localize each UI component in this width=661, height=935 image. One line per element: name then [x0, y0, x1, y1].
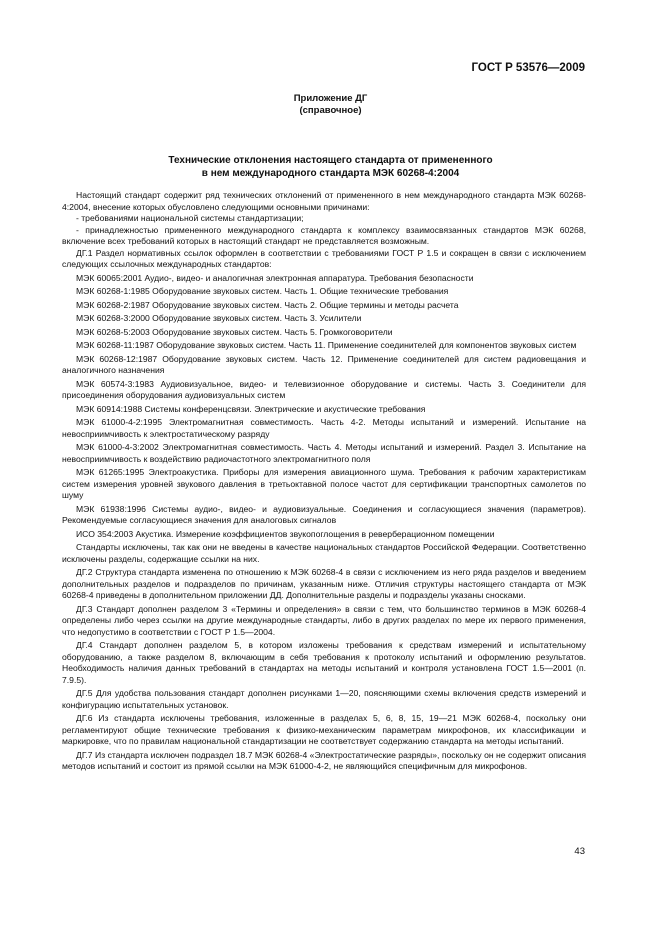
- paragraph-dg1: ДГ.1 Раздел нормативных ссылок оформлен в соответствии с требованиями ГОСТ Р 1.5 и сокращен в связи с исключением следующих ссылочных международных стандартов:: [62, 247, 586, 269]
- reference-item: МЭК 61938:1996 Системы аудио-, видео- и аудиовизуальные. Соединения и согласующиеся значения (параметров). Рекомендуемые согласующиеся значения для аналоговых сигналов: [62, 503, 586, 525]
- section-title-line-2: в нем международного стандарта МЭК 60268-4:2004: [201, 167, 460, 179]
- document-body: [62, 190, 586, 773]
- reference-item: МЭК 61000-4-3:2002 Электромагнитная совместимость. Часть 4. Методы испытаний и измерений. Раздел 3. Испытание на невосприимчивость к воздействию радиочастотного электромагнитного поля: [62, 442, 586, 464]
- reference-item: МЭК 60065:2001 Аудио-, видео- и аналогичная электронная аппаратура. Требования безопасности: [76, 272, 474, 283]
- section-title: [60, 155, 601, 180]
- paragraph-intro: Настоящий стандарт содержит ряд технических отклонений от примененного в нем международного стандарта МЭК 60268-4:2004, внесение которых обусловлено следующими основными причинами:: [62, 190, 586, 212]
- reference-item: МЭК 60268-1:1985 Оборудование звуковых систем. Часть 1. Общие технические требования: [76, 286, 449, 296]
- paragraph-reason-2: - принадлежностью примененного международного стандарта к комплексу взаимосвязанных стандартов МЭК 60268, включение всех требований которых в настоящий стандарт не представляется возможным.: [62, 224, 586, 246]
- appendix-title: Приложение ДГ: [293, 93, 368, 104]
- paragraph-exclusion-note: Стандарты исключены, так как они не введены в качестве национальных стандартов Российской Федерации. Соответственно исключены разделы, содержащие ссылки на них.: [62, 542, 586, 564]
- paragraph-dg4: ДГ.4 Стандарт дополнен разделом 5, в котором изложены требования к средствам измерений и испытательному оборудованию, а также разделом 8, включающим в себя требования к протоколу испытаний и оформлению результатов. Необходимость наличия данных требований в стандартах на методы испытаний и контроля установлена ГОСТ 1.5—2001 (п. 7.9.5).: [62, 640, 586, 685]
- appendix-heading: [0, 93, 661, 117]
- paragraph-dg3: ДГ.3 Стандарт дополнен разделом 3 «Термины и определения» в связи с тем, что большинство терминов в МЭК 60268-4 определены либо через ссылки на другие международные стандарты, либо в других разделах по мере их первого применения, что недопустимо в соответствии с ГОСТ Р 1.5—2004.: [62, 603, 586, 637]
- appendix-subtitle: (справочное): [299, 105, 362, 116]
- reference-item: МЭК 60574-3:1983 Аудиовизуальное, видео- и телевизионное оборудование и системы. Часть 3. Соединители для присоединения оборудования аудиовизуальных систем: [62, 378, 586, 400]
- section-title-line-1: Технические отклонения настоящего стандарта от примененного: [168, 155, 493, 166]
- reference-item: МЭК 60268-11:1987 Оборудование звуковых систем. Часть 11. Применение соединителей для компонентов звуковых систем: [76, 340, 577, 350]
- paragraph-dg2: ДГ.2 Структура стандарта изменена по отношению к МЭК 60268-4 в связи с исключением из него ряда разделов и введением дополнительных разделов и подразделов по причинам, указанным ниже. Отличия структуры настоящего стандарта от МЭК 60268-4 приведены в дополнительном приложении ДД. Дополнительные разделы и подразделы указаны сносками.: [62, 567, 586, 600]
- standard-number: ГОСТ Р 53576—2009: [471, 62, 585, 74]
- reference-item: МЭК 60914:1988 Системы конференцсвязи. Электрические и акустические требования: [76, 403, 426, 414]
- reference-item: МЭК 61265:1995 Электроакустика. Приборы для измерения авиационного шума. Требования к рабочим характеристикам систем измерения уровней звукового давления в третьоктавной полосе частот для сертификации транспортных самолетов по шуму: [62, 467, 586, 500]
- reference-item: МЭК 60268-5:2003 Оборудование звуковых систем. Часть 5. Громкоговорители: [76, 326, 393, 337]
- reference-item: МЭК 60268-2:1987 Оборудование звуковых систем. Часть 2. Общие термины и методы расчета: [76, 299, 459, 310]
- paragraph-reason-1: - требованиями национальной системы стандартизации;: [76, 213, 304, 223]
- reference-item: МЭК 60268-3:2000 Оборудование звуковых систем. Часть 3. Усилители: [76, 313, 362, 323]
- page-number: 43: [574, 846, 585, 857]
- reference-item: МЭК 61000-4-2:1995 Электромагнитная совместимость. Часть 4-2. Методы испытаний и измерений. Испытание на невосприимчивость к электростатическому разряду: [62, 417, 586, 439]
- reference-item: МЭК 60268-12:1987 Оборудование звуковых систем. Часть 12. Применение соединителей для систем радиовещания и аналогичного назначения: [62, 353, 586, 375]
- paragraph-dg6: ДГ.6 Из стандарта исключены требования, изложенные в разделах 5, 6, 8, 15, 19—21 МЭК 60268-4, поскольку они регламентируют общие технические требования к физико-механическим параметрам микрофонов, их классификации и маркировке, что по правилам национальной стандартизации не соответствует содержанию стандарта на методы испытаний.: [62, 713, 586, 746]
- paragraph-dg5: ДГ.5 Для удобства пользования стандарт дополнен рисунками 1—20, поясняющими схемы включения средств измерений и конфигурацию испытательных установок.: [62, 688, 586, 710]
- paragraph-dg7: ДГ.7 Из стандарта исключен подраздел 18.7 МЭК 60268-4 «Электростатические разряды», поскольку он не содержит описания методов испытаний и состоит из прямой ссылки на МЭК 61000-4-2, не являющийся специфичным для микрофонов.: [62, 749, 586, 771]
- reference-item: ИСО 354:2003 Акустика. Измерение коэффициентов звукопоглощения в реверберационном помещении: [76, 528, 495, 539]
